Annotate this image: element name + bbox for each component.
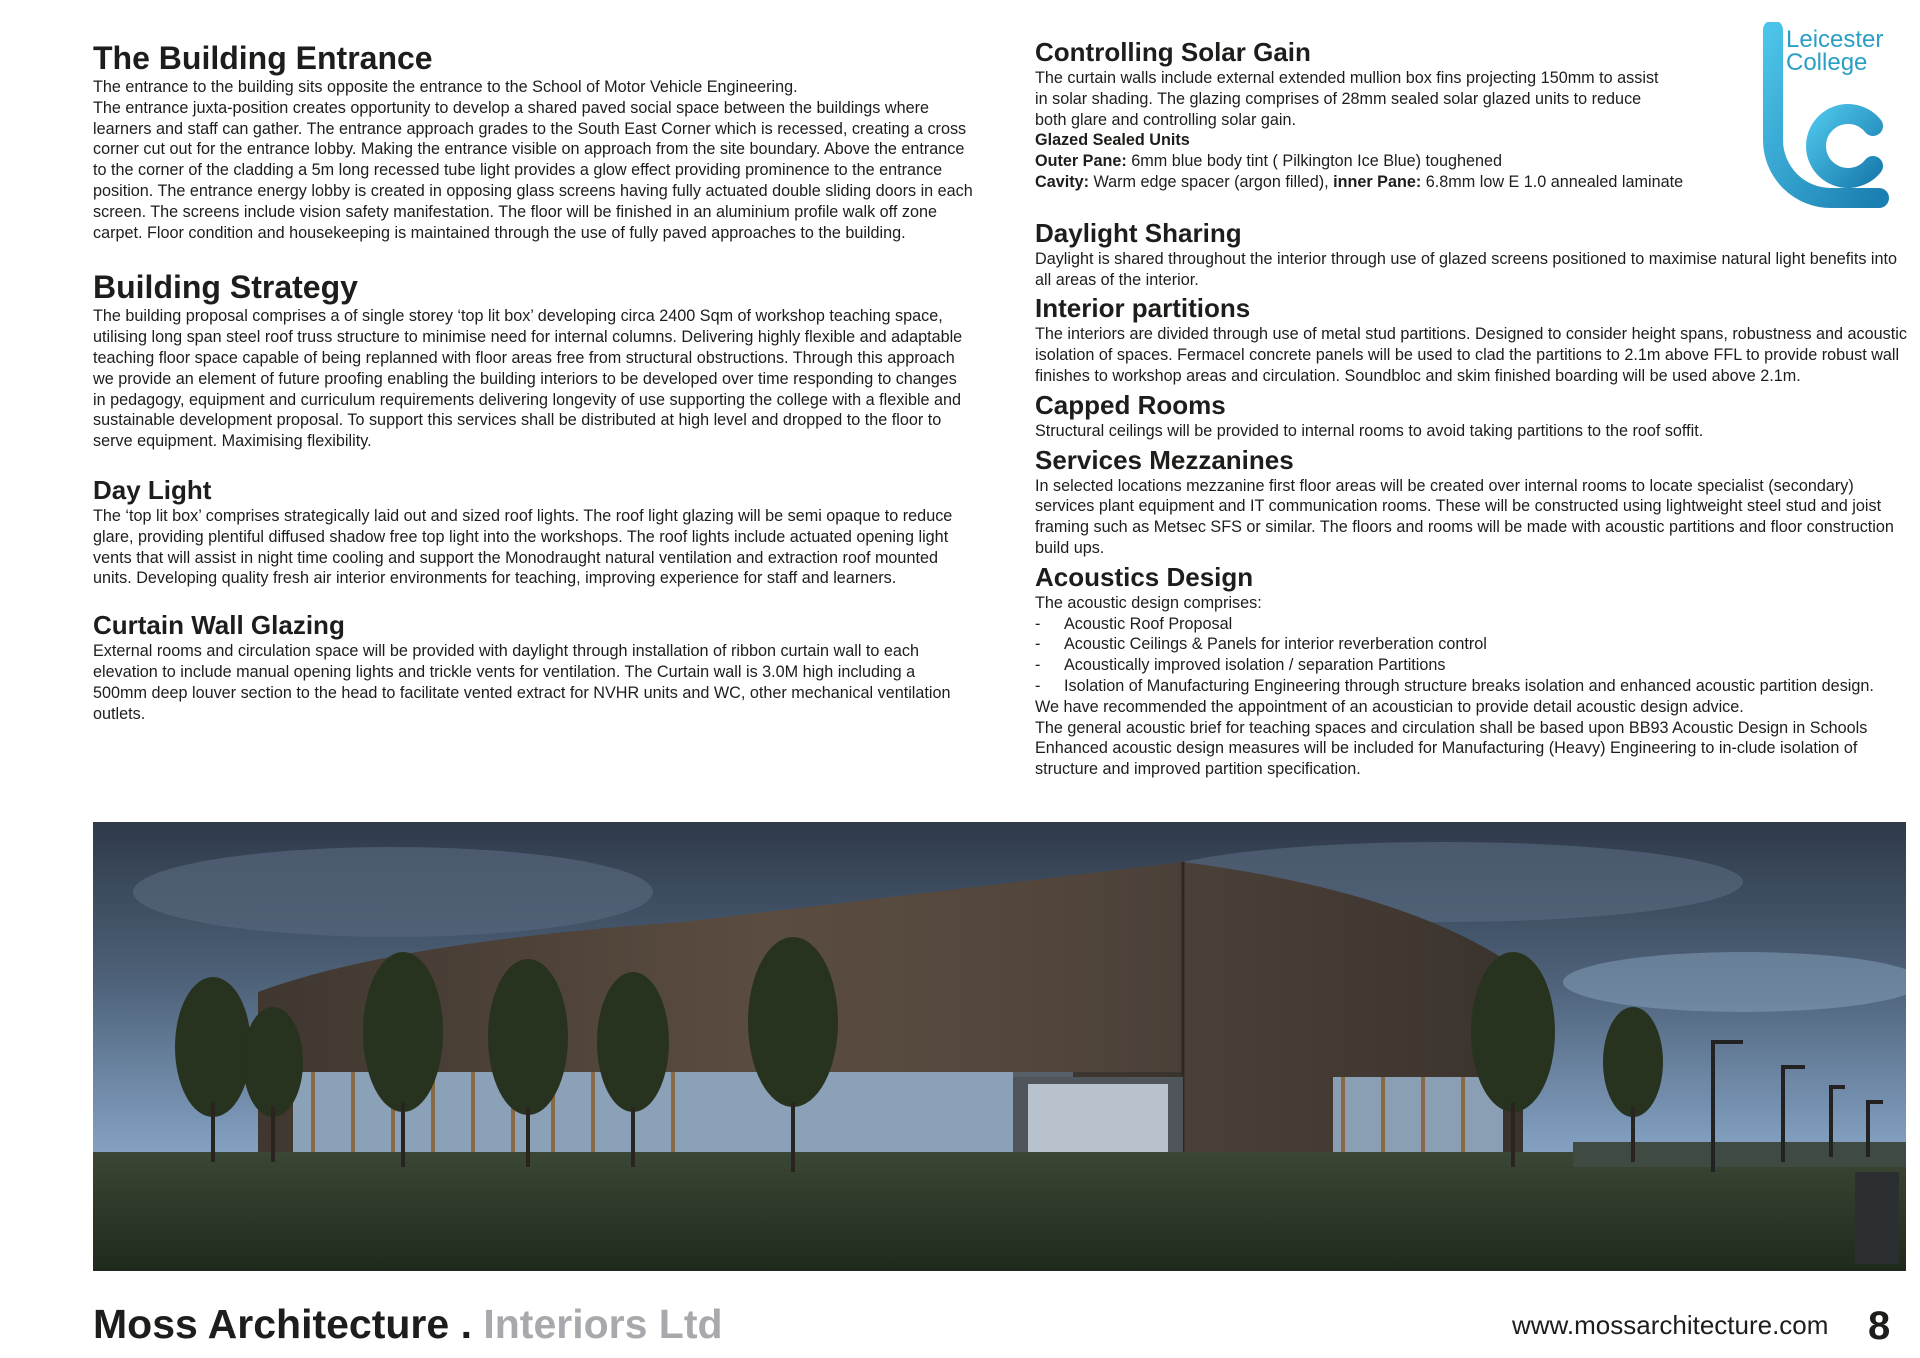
- outer-pane-label: Outer Pane:: [1035, 152, 1127, 171]
- section-outro: The general acoustic brief for teaching spaces and circulation shall be based upon BB93 Acoustic Design in Schools Enhanced acoustic design measures will be included for Manufacturing (Heavy) Engineering to in-clude isolation of structure and improved partition specification.: [1035, 718, 1868, 779]
- firm-name-main: Moss Architecture .: [93, 1301, 484, 1347]
- section-interior-partitions: [1035, 294, 1915, 386]
- section-building-entrance: [93, 40, 973, 243]
- section-title: The Building Entrance: [93, 40, 433, 76]
- inner-pane-text: 6.8mm low E 1.0 annealed laminate: [1421, 172, 1684, 191]
- building-render-image: [93, 822, 1906, 1271]
- section-text: The interiors are divided through use of metal stud partitions. Designed to consider height spans, robustness and acoustic isolation of spaces. Fermacel concrete panels will be used to clad the partitions to 2.1m above FFL to provide robust wall finishes to workshop areas and circulation. Soundbloc and skim finished boarding will be used above 2.1m.: [1035, 325, 1907, 385]
- website-url[interactable]: www.mossarchitecture.com: [1512, 1310, 1829, 1340]
- section-title: Capped Rooms: [1035, 389, 1226, 420]
- section-text: The curtain walls include external extended mullion box fins projecting 150mm to assist in solar shading. The glazing comprises of 28mm sealed solar glazed units to reduce both glare and controlling solar gain.: [1035, 69, 1659, 129]
- section-text: The ‘top lit box’ comprises strategically laid out and sized roof lights. The roof light glazing will be semi opaque to reduce glare, providing plentiful diffused shadow free top light into the workshops. The roof lights include actuated opening light vents that will assist in night time cooling and support the Monodraught natural ventilation and extraction roof mounted units. Developing quality fresh air interior environments for teaching, improving experience for staff and learners.: [93, 506, 953, 588]
- leicester-college-logo: [1755, 22, 1905, 208]
- logo-line-2: College: [1786, 49, 1868, 76]
- inner-pane-label: inner Pane:: [1333, 172, 1422, 191]
- section-services-mezzanines: [1035, 446, 1915, 559]
- section-curtain-wall-glazing: [93, 611, 973, 724]
- section-text: The building proposal comprises a of single storey ‘top lit box’ developing circa 2400 Sqm of workshop teaching space, utilising long span steel roof truss structure to minimise need for internal columns. Delivering highly flexible and adaptable teaching floor space capable of being replanned with floor areas free from structural obstructions. Through this approach we provide an element of future proofing enabling the building interiors to be developed over time responding to changes in pedagogy, equipment and curriculum requirements delivering longevity of use supporting the college with a flexible and sustainable development proposal. To support this services shall be distributed at high level and dropped to the floor to serve equipment. Maximising flexibility.: [93, 307, 963, 451]
- section-intro: The acoustic design comprises:: [1035, 593, 1262, 612]
- firm-name-suffix: Interiors Ltd: [483, 1301, 723, 1347]
- section-day-light: [93, 476, 973, 589]
- list-item: - Isolation of Manufacturing Engineering through structure breaks isolation and enhanced acoustic partition design.: [1035, 676, 1915, 697]
- section-title: Building Strategy: [93, 269, 358, 306]
- firm-name: [93, 1300, 723, 1348]
- section-daylight-sharing: [1035, 219, 1915, 291]
- section-title: Daylight Sharing: [1035, 217, 1242, 248]
- list-item: - Acoustic Ceilings & Panels for interior reverberation control: [1035, 634, 1915, 655]
- section-outro: We have recommended the appointment of an acoustician to provide detail acoustic design advice.: [1035, 697, 1744, 716]
- section-title: Day Light: [93, 474, 212, 505]
- section-text: External rooms and circulation space will be provided with daylight through installation of ribbon curtain wall to each elevation to include manual opening lights and trickle vents for ventilation. The Curtain wall is 3.0M high including a 500mm deep louver section to the head to facilitate vented extract for NVHR units and WC, other mechanical ventilation outlets.: [93, 642, 951, 723]
- left-column: [93, 40, 973, 746]
- section-title: Acoustics Design: [1035, 561, 1254, 592]
- outer-pane-text: 6mm blue body tint ( Pilkington Ice Blue) toughened: [1126, 152, 1502, 171]
- logo-line-1: Leicester: [1786, 26, 1884, 53]
- section-text: The entrance to the building sits opposite the entrance to the School of Motor Vehicle Engineering. The entrance juxta-position creates opportunity to develop a shared paved social space between the buildings where learners and staff can gather. The entrance approach grades to the South East Corner which is recessed, creating a cross corner cut out for the entrance lobby. Making the entrance visible on approach from the site boundary. Above the entrance to the corner of the cladding a 5m long recessed tube light provides a glow effect providing prominence to the entrance position. The entrance energy lobby is created in opposing glass screens having fully actuated double sliding doors in each screen. The screens include vision safety manifestation. The floor will be finished in an aluminium profile walk off zone carpet. Floor condition and housekeeping is maintained through the use of fully paved approaches to the building.: [93, 78, 973, 242]
- section-text: Daylight is shared throughout the interior through use of glazed screens positioned to maximise natural light benefits into all areas of the interior.: [1035, 249, 1898, 289]
- section-title: Curtain Wall Glazing: [93, 610, 345, 641]
- section-text: Structural ceilings will be provided to internal rooms to avoid taking partitions to the roof soffit.: [1035, 421, 1704, 440]
- list-item: - Acoustic Roof Proposal: [1035, 614, 1915, 635]
- section-building-strategy: [93, 269, 973, 452]
- list-item: - Acoustically improved isolation / separation Partitions: [1035, 655, 1915, 676]
- section-title: Controlling Solar Gain: [1035, 37, 1311, 67]
- section-title: Services Mezzanines: [1035, 444, 1294, 475]
- section-title: Interior partitions: [1035, 293, 1251, 324]
- section-capped-rooms: [1035, 391, 1915, 442]
- cavity-text: Warm edge spacer (argon filled),: [1088, 172, 1334, 191]
- acoustic-list: [1035, 614, 1915, 697]
- page-number: 8: [1868, 1304, 1891, 1348]
- section-acoustics-design: [1035, 563, 1915, 780]
- section-text: In selected locations mezzanine first floor areas will be created over internal rooms to locate specialist (secondary) services plant equipment and IT communication rooms. These will be constructed using lightweight steel stud and joist framing such as Metsec SFS or similar. The floors and rooms will be made with acoustic partitions and floor construction build ups.: [1035, 476, 1894, 557]
- cavity-label: Cavity:: [1035, 172, 1089, 191]
- glazed-units-heading: Glazed Sealed Units: [1035, 131, 1190, 150]
